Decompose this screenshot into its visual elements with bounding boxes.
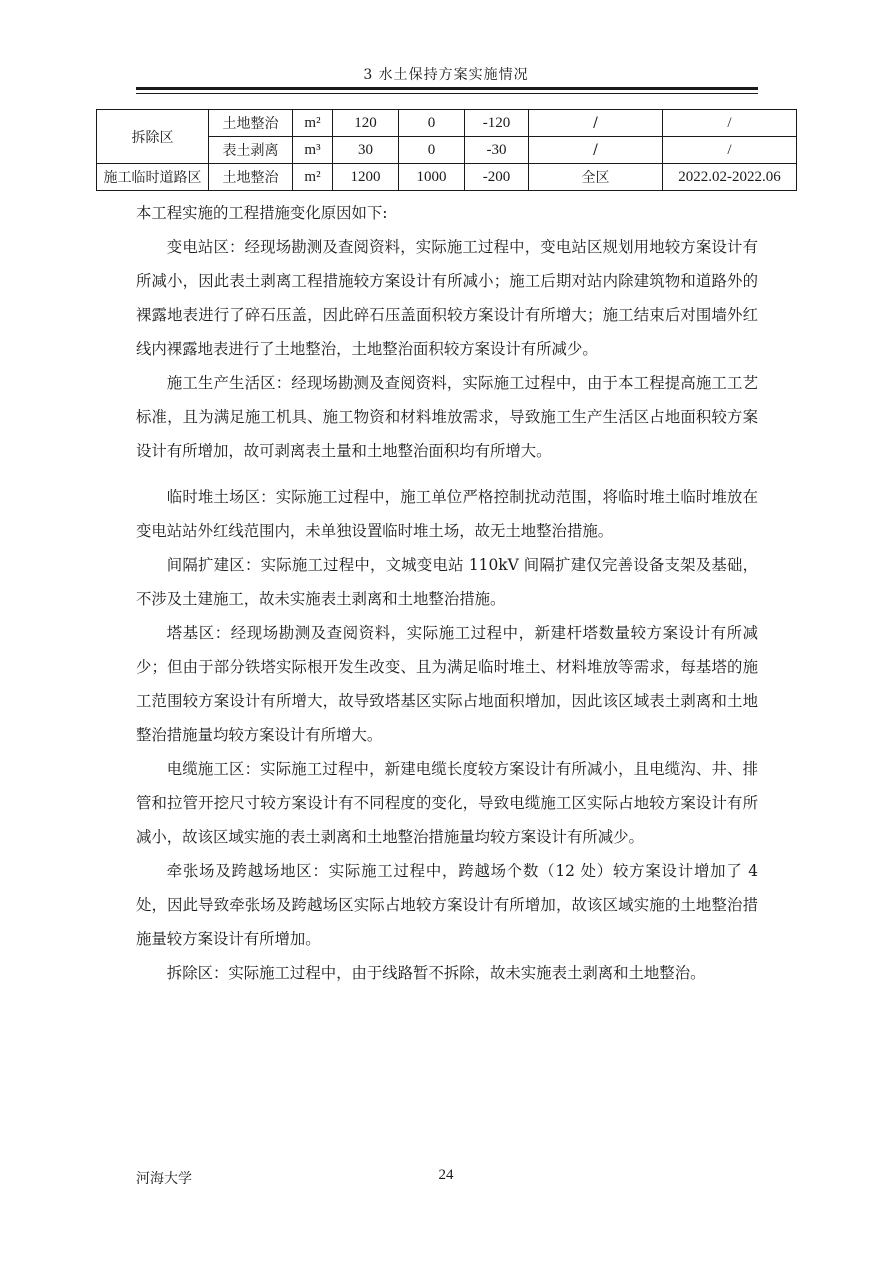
paragraph-tower-foundation-area: 塔基区：经现场勘测及查阅资料，实际施工过程中，新建杆塔数量较方案设计有所减少；但由于部分铁塔实际根开发生改变、且为满足临时堆土、材料堆放等需求，每基塔的施工范围较方案设计有所增大，故导致塔基区实际占地面积增加，因此该区域表土剥离和土地整治措施量均较方案设计有所增大。 [136,624,758,744]
table-cell-planned: 1200 [333,164,399,191]
table-cell-planned: 120 [333,110,399,137]
table-cell-location: 全区 [529,164,663,191]
paragraph-construction-living-area: 施工生产生活区：经现场勘测及查阅资料，实际施工过程中，由于本工程提高施工工艺标准，且为满足施工机具、施工物资和材料堆放需求，导致施工生产生活区占地面积较方案设计有所增加，故可剥离表土量和土地整治面积均有所增大。 [136,374,758,460]
table-cell-period: / [663,137,797,164]
table-cell-location: / [529,137,663,164]
table-row [97,110,797,137]
table-cell-location: / [529,110,663,137]
table-cell-actual: 1000 [399,164,465,191]
table-cell-change: -200 [465,164,529,191]
paragraph-tension-crossing-area: 牵张场及跨越场地区：实际施工过程中，跨越场个数（12 处）较方案设计增加了 4 处，因此导致牵张场及跨越场区实际占地较方案设计有所增加，故该区域实施的土地整治措施量较方案设计有所增加。 [136,862,758,948]
table-cell-measure: 表土剥离 [209,137,293,164]
table-cell-planned: 30 [333,137,399,164]
table-cell-unit: m² [293,164,333,191]
body-text [136,196,758,990]
table-cell-period: / [663,110,797,137]
table-cell-period: 2022.02-2022.06 [663,164,797,191]
header-rule-thick [136,87,758,90]
table-cell-measure: 土地整治 [209,110,293,137]
footer-institution: 河海大学 [136,1171,192,1187]
paragraph-demolition-area: 拆除区：实际施工过程中，由于线路暂不拆除，故未实施表土剥离和土地整治。 [166,964,706,982]
paragraph-bay-expansion-area: 间隔扩建区：实际施工过程中，文城变电站 110kV 间隔扩建仅完善设备支架及基础，不涉及土建施工，故未实施表土剥离和土地整治措施。 [136,556,758,608]
table-cell-area: 拆除区 [97,110,209,164]
table-row [97,164,797,191]
table-cell-unit: m² [293,110,333,137]
intro-paragraph: 本工程实施的工程措施变化原因如下: [136,204,388,222]
page-number: 24 [438,1167,454,1183]
table-cell-area: 施工临时道路区 [97,164,209,191]
measures-table [96,109,797,191]
table-cell-change: -120 [465,110,529,137]
page-header-title: 3 水土保持方案实施情况 [363,67,529,83]
table-cell-unit: m³ [293,137,333,164]
table-cell-actual: 0 [399,110,465,137]
table-cell-measure: 土地整治 [209,164,293,191]
paragraph-cable-construction-area: 电缆施工区：实际施工过程中，新建电缆长度较方案设计有所减小，且电缆沟、井、排管和拉管开挖尺寸较方案设计有不同程度的变化，导致电缆施工区实际占地较方案设计有所减小，故该区域实施的表土剥离和土地整治措施量均较方案设计有所减少。 [136,760,758,846]
table-cell-actual: 0 [399,137,465,164]
paragraph-temporary-soil-yard: 临时堆土场区：实际施工过程中，施工单位严格控制扰动范围，将临时堆土临时堆放在变电站站外红线范围内，未单独设置临时堆土场，故无土地整治措施。 [136,488,758,540]
table-cell-change: -30 [465,137,529,164]
paragraph-substation-area: 变电站区：经现场勘测及查阅资料，实际施工过程中，变电站区规划用地较方案设计有所减小，因此表土剥离工程措施较方案设计有所减小；施工后期对站内除建筑物和道路外的裸露地表进行了碎石压盖，因此碎石压盖面积较方案设计有所增大；施工结束后对围墙外红线内裸露地表进行了土地整治，土地整治面积较方案设计有所减少。 [136,238,758,358]
header-rule-thin [136,93,758,94]
